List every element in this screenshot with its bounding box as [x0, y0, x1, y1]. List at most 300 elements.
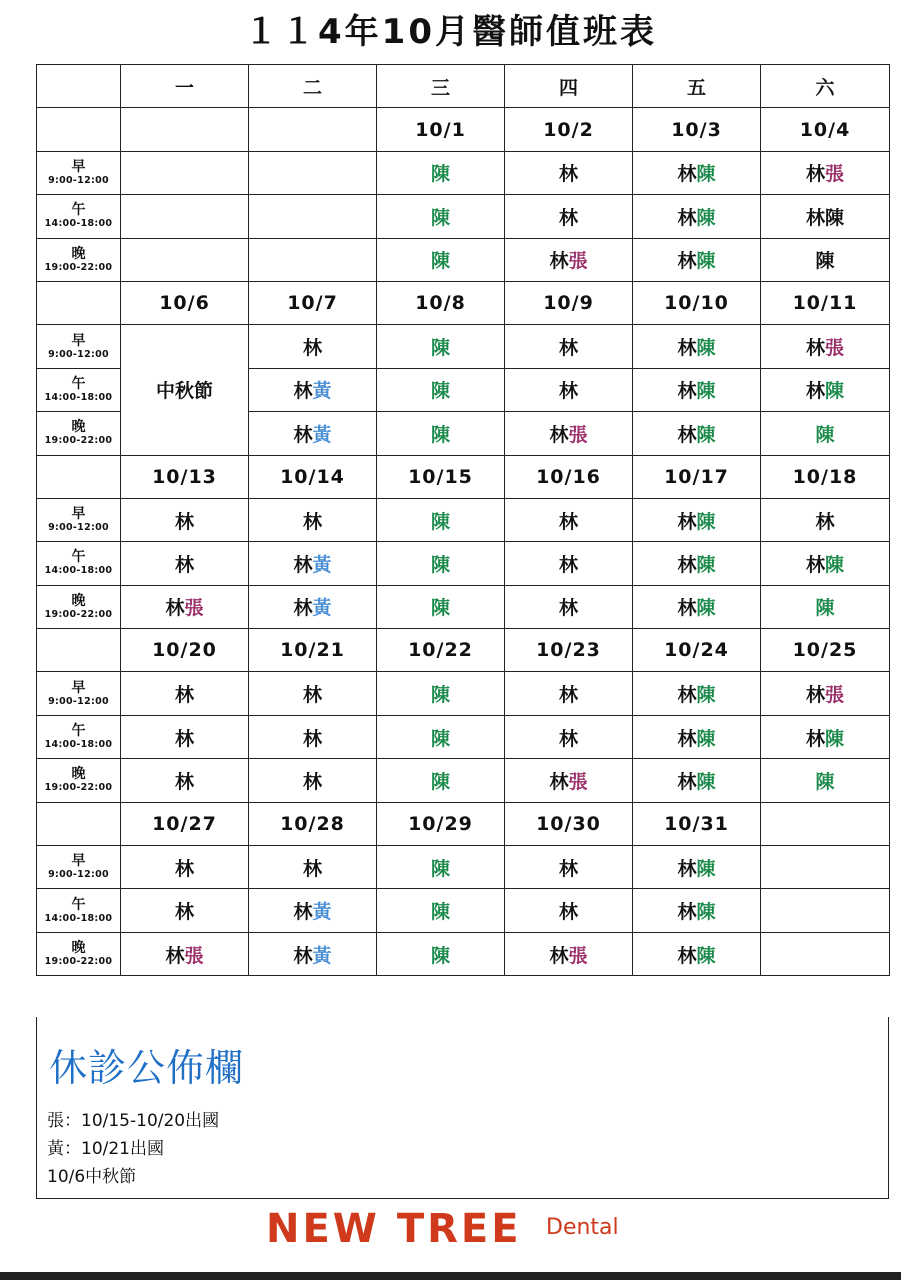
doctor-name: 林 [558, 163, 578, 186]
doctor-name: 林 [558, 597, 578, 620]
shift-row [37, 151, 890, 194]
notice-board [36, 1017, 889, 1199]
doctor-cell [249, 412, 377, 455]
doctor-cell [761, 151, 890, 194]
doctor-name: 陳 [825, 727, 845, 750]
doctor-cell [505, 238, 633, 281]
doctor-name: 陳 [696, 337, 716, 360]
doctor-cell [633, 715, 761, 758]
doctor-cell [121, 238, 249, 281]
doctor-name: 陳 [430, 857, 450, 880]
doctor-cell [249, 542, 377, 585]
doctor-name: 黃 [312, 423, 332, 446]
doctor-name: 陳 [815, 250, 835, 273]
period-label [37, 325, 121, 368]
date-cell: 10/30 [505, 802, 633, 845]
weekday-header: 二 [249, 65, 377, 108]
doctor-name: 陳 [696, 770, 716, 793]
doctor-name: 張 [825, 337, 845, 360]
period-time: 14:00-18:00 [44, 391, 113, 403]
bottom-bar [0, 1272, 901, 1280]
doctor-name: 林 [677, 727, 697, 750]
doctor-cell [633, 238, 761, 281]
doctor-name: 陳 [696, 250, 716, 273]
doctor-name: 陳 [430, 553, 450, 576]
doctor-name: 林 [293, 380, 313, 403]
date-cell: 10/22 [377, 629, 505, 672]
doctor-cell [633, 759, 761, 802]
period-name: 早 [71, 679, 86, 696]
doctor-name: 陳 [430, 597, 450, 620]
date-cell: 10/7 [249, 281, 377, 324]
date-cell: 10/6 [121, 281, 249, 324]
doctor-cell [377, 195, 505, 238]
doctor-cell [121, 542, 249, 585]
doctor-name: 林 [677, 597, 697, 620]
doctor-name: 林 [805, 727, 825, 750]
date-row-label [37, 629, 121, 672]
doctor-cell [249, 889, 377, 932]
doctor-name: 陳 [815, 597, 835, 620]
doctor-cell [249, 238, 377, 281]
doctor-cell [377, 542, 505, 585]
doctor-name: 黃 [312, 901, 332, 924]
period-time: 9:00-12:00 [48, 522, 109, 534]
doctor-cell [505, 759, 633, 802]
doctor-cell [505, 585, 633, 628]
date-cell: 10/29 [377, 802, 505, 845]
shift-row [37, 672, 890, 715]
period-time: 14:00-18:00 [44, 565, 113, 577]
notice-line: 黃：10/21出國 [47, 1139, 164, 1159]
date-cell: 10/31 [633, 802, 761, 845]
doctor-cell [377, 238, 505, 281]
doctor-name: 陳 [430, 944, 450, 967]
date-cell: 10/4 [761, 108, 890, 151]
doctor-cell [249, 715, 377, 758]
doctor-cell [761, 889, 890, 932]
doctor-name: 林 [677, 901, 697, 924]
period-time: 14:00-18:00 [44, 739, 113, 751]
date-cell: 10/20 [121, 629, 249, 672]
period-time: 9:00-12:00 [48, 348, 109, 360]
doctor-cell [121, 759, 249, 802]
doctor-cell [633, 412, 761, 455]
period-label [37, 238, 121, 281]
schedule-table [36, 64, 890, 976]
shift-row [37, 542, 890, 585]
date-row-label [37, 455, 121, 498]
doctor-cell [505, 846, 633, 889]
doctor-name: 林 [805, 337, 825, 360]
weekday-header: 五 [633, 65, 761, 108]
date-row [37, 281, 890, 324]
date-cell: 10/8 [377, 281, 505, 324]
period-name: 晚 [71, 940, 86, 956]
doctor-name: 陳 [696, 944, 716, 967]
date-cell: 10/27 [121, 802, 249, 845]
period-time: 14:00-18:00 [44, 912, 113, 924]
doctor-name: 張 [568, 770, 588, 793]
doctor-name: 陳 [696, 684, 716, 707]
doctor-name: 林陳 [805, 206, 844, 229]
doctor-cell [377, 325, 505, 368]
doctor-cell [505, 889, 633, 932]
date-cell: 10/15 [377, 455, 505, 498]
doctor-name: 陳 [430, 727, 450, 750]
doctor-cell [377, 846, 505, 889]
date-cell: 10/21 [249, 629, 377, 672]
doctor-name: 林 [677, 510, 697, 533]
doctor-cell [505, 498, 633, 541]
date-row [37, 629, 890, 672]
doctor-name: 林 [174, 553, 194, 576]
weekday-header-row [37, 65, 890, 108]
date-row [37, 802, 890, 845]
corner-cell [37, 65, 121, 108]
page-title: １１4年10月醫師值班表 [244, 12, 657, 52]
period-time: 19:00-22:00 [44, 435, 113, 447]
doctor-cell [633, 585, 761, 628]
shift-row [37, 585, 890, 628]
period-name: 午 [71, 549, 86, 566]
doctor-cell [633, 542, 761, 585]
doctor-cell [249, 585, 377, 628]
date-cell: 10/1 [377, 108, 505, 151]
period-label [37, 759, 121, 802]
doctor-cell [249, 368, 377, 411]
doctor-name: 林 [174, 727, 194, 750]
doctor-cell [249, 195, 377, 238]
doctor-name: 張 [568, 423, 588, 446]
shift-row [37, 238, 890, 281]
notice-lines [47, 1107, 219, 1191]
doctor-cell [377, 759, 505, 802]
notice-line: 10/6中秋節 [47, 1167, 137, 1187]
date-row-label [37, 108, 121, 151]
doctor-name: 陳 [430, 337, 450, 360]
doctor-name: 黃 [312, 597, 332, 620]
period-name: 晚 [71, 419, 86, 436]
notice-line: 張：10/15-10/20出國 [47, 1111, 220, 1131]
doctor-cell [633, 195, 761, 238]
shift-row [37, 715, 890, 758]
doctor-cell [505, 932, 633, 975]
doctor-cell [761, 195, 890, 238]
doctor-name: 黃 [312, 553, 332, 576]
doctor-cell [633, 846, 761, 889]
doctor-cell [761, 238, 890, 281]
doctor-name: 林 [805, 163, 825, 186]
doctor-name: 林 [293, 553, 313, 576]
doctor-name: 陳 [696, 901, 716, 924]
doctor-name: 林 [165, 597, 185, 620]
date-cell: 10/17 [633, 455, 761, 498]
doctor-name: 林 [558, 901, 578, 924]
date-cell: 10/3 [633, 108, 761, 151]
period-label [37, 195, 121, 238]
doctor-name: 陳 [430, 423, 450, 446]
date-cell: 10/18 [761, 455, 890, 498]
doctor-name: 林 [677, 380, 697, 403]
doctor-cell [121, 498, 249, 541]
doctor-cell [633, 932, 761, 975]
date-cell: 10/2 [505, 108, 633, 151]
doctor-cell [121, 672, 249, 715]
doctor-cell [377, 368, 505, 411]
brand-subtitle: Dental [546, 1215, 619, 1240]
doctor-name: 林 [677, 684, 697, 707]
doctor-cell [121, 889, 249, 932]
doctor-name: 林 [558, 727, 578, 750]
doctor-cell [249, 498, 377, 541]
doctor-cell [505, 715, 633, 758]
doctor-cell [249, 846, 377, 889]
doctor-name: 陳 [696, 163, 716, 186]
doctor-name: 林 [174, 684, 194, 707]
shift-row [37, 325, 890, 368]
shift-row [37, 932, 890, 975]
doctor-cell [505, 368, 633, 411]
doctor-name: 陳 [696, 727, 716, 750]
date-cell: 10/14 [249, 455, 377, 498]
doctor-cell [249, 151, 377, 194]
period-name: 早 [71, 853, 86, 870]
doctor-name: 陳 [696, 857, 716, 880]
doctor-name: 陳 [430, 163, 450, 186]
doctor-name: 林 [558, 206, 578, 229]
doctor-name: 林 [558, 684, 578, 707]
doctor-name: 林 [174, 857, 194, 880]
period-time: 19:00-22:00 [44, 261, 113, 273]
doctor-name: 林 [677, 770, 697, 793]
period-time: 9:00-12:00 [48, 695, 109, 707]
doctor-cell [633, 672, 761, 715]
date-row-label [37, 281, 121, 324]
doctor-name: 林 [549, 770, 569, 793]
date-cell: 10/28 [249, 802, 377, 845]
doctor-cell [377, 498, 505, 541]
doctor-cell [121, 932, 249, 975]
date-row [37, 455, 890, 498]
period-time: 14:00-18:00 [44, 218, 113, 230]
doctor-cell [505, 412, 633, 455]
doctor-cell [377, 932, 505, 975]
period-time: 19:00-22:00 [44, 956, 113, 967]
date-cell [121, 108, 249, 151]
doctor-cell [505, 325, 633, 368]
doctor-cell [761, 412, 890, 455]
period-name: 晚 [71, 766, 86, 783]
doctor-name: 林 [677, 423, 697, 446]
doctor-cell [505, 195, 633, 238]
doctor-name: 陳 [696, 423, 716, 446]
period-name: 晚 [71, 592, 86, 609]
doctor-cell [633, 368, 761, 411]
weekday-header: 三 [377, 65, 505, 108]
doctor-name: 林 [677, 163, 697, 186]
period-name: 午 [71, 896, 86, 913]
doctor-cell [121, 846, 249, 889]
doctor-name: 林 [302, 727, 322, 750]
period-time: 19:00-22:00 [44, 608, 113, 620]
period-time: 9:00-12:00 [48, 869, 109, 881]
doctor-name: 陳 [696, 510, 716, 533]
doctor-cell [121, 585, 249, 628]
doctor-cell [761, 542, 890, 585]
doctor-name: 林 [677, 337, 697, 360]
shift-row [37, 846, 890, 889]
date-cell: 10/16 [505, 455, 633, 498]
doctor-cell [249, 672, 377, 715]
brand-logo: NEW TREE [266, 1206, 522, 1252]
doctor-name: 林 [549, 250, 569, 273]
doctor-name: 張 [184, 597, 204, 620]
doctor-name: 林 [677, 857, 697, 880]
doctor-name: 張 [825, 163, 845, 186]
doctor-name: 陳 [430, 770, 450, 793]
doctor-name: 林 [677, 206, 697, 229]
doctor-name: 林 [549, 423, 569, 446]
date-cell: 10/9 [505, 281, 633, 324]
doctor-cell [377, 585, 505, 628]
doctor-name: 陳 [696, 380, 716, 403]
doctor-cell [761, 585, 890, 628]
doctor-name: 林 [293, 901, 313, 924]
doctor-name: 林 [558, 857, 578, 880]
period-label [37, 498, 121, 541]
doctor-name: 張 [568, 250, 588, 273]
doctor-cell [761, 672, 890, 715]
shift-row [37, 195, 890, 238]
doctor-name: 張 [568, 944, 588, 967]
period-label [37, 542, 121, 585]
doctor-name: 林 [293, 423, 313, 446]
doctor-cell [249, 932, 377, 975]
doctor-cell [761, 932, 890, 975]
date-cell [249, 108, 377, 151]
doctor-name: 陳 [696, 553, 716, 576]
doctor-name: 林 [805, 553, 825, 576]
doctor-name: 黃 [312, 380, 332, 403]
doctor-name: 林 [165, 944, 185, 967]
doctor-name: 陳 [430, 901, 450, 924]
doctor-name: 林 [174, 770, 194, 793]
doctor-cell [249, 759, 377, 802]
date-cell: 10/13 [121, 455, 249, 498]
date-cell: 10/25 [761, 629, 890, 672]
doctor-cell [505, 542, 633, 585]
doctor-name: 林 [558, 380, 578, 403]
doctor-name: 陳 [430, 510, 450, 533]
doctor-name: 林 [293, 944, 313, 967]
doctor-name: 陳 [696, 206, 716, 229]
doctor-name: 林 [302, 337, 322, 360]
doctor-name: 陳 [430, 206, 450, 229]
doctor-cell [633, 151, 761, 194]
period-name: 午 [71, 202, 86, 219]
doctor-cell [761, 759, 890, 802]
holiday-cell: 中秋節 [121, 325, 249, 455]
notice-title: 休診公佈欄 [49, 1046, 245, 1090]
doctor-name: 林 [174, 510, 194, 533]
period-name: 晚 [71, 245, 86, 262]
weekday-header: 一 [121, 65, 249, 108]
doctor-name: 林 [558, 510, 578, 533]
period-time: 19:00-22:00 [44, 782, 113, 794]
doctor-name: 黃 [312, 944, 332, 967]
weekday-header: 六 [761, 65, 890, 108]
doctor-name: 張 [184, 944, 204, 967]
doctor-cell [121, 195, 249, 238]
doctor-name: 陳 [430, 684, 450, 707]
doctor-name: 林 [174, 901, 194, 924]
period-label [37, 715, 121, 758]
doctor-cell [377, 672, 505, 715]
doctor-cell [633, 889, 761, 932]
doctor-cell [633, 498, 761, 541]
doctor-cell [377, 151, 505, 194]
date-row-label [37, 802, 121, 845]
period-label [37, 412, 121, 455]
doctor-name: 林 [815, 510, 835, 533]
doctor-name: 林 [677, 250, 697, 273]
shift-row [37, 889, 890, 932]
doctor-name: 陳 [696, 597, 716, 620]
doctor-name: 林 [302, 684, 322, 707]
doctor-cell [377, 889, 505, 932]
period-label [37, 932, 121, 975]
doctor-cell [121, 715, 249, 758]
date-cell [761, 802, 890, 845]
doctor-name: 張 [825, 684, 845, 707]
doctor-cell [249, 325, 377, 368]
date-cell: 10/24 [633, 629, 761, 672]
doctor-name: 陳 [825, 553, 845, 576]
doctor-cell [121, 151, 249, 194]
period-name: 早 [71, 506, 86, 523]
shift-row [37, 498, 890, 541]
weekday-header: 四 [505, 65, 633, 108]
period-label [37, 151, 121, 194]
doctor-cell [633, 325, 761, 368]
date-cell: 10/11 [761, 281, 890, 324]
doctor-name: 林 [549, 944, 569, 967]
shift-row [37, 759, 890, 802]
doctor-name: 陳 [430, 250, 450, 273]
doctor-cell [505, 672, 633, 715]
doctor-cell [377, 412, 505, 455]
doctor-name: 陳 [825, 380, 845, 403]
doctor-cell [761, 846, 890, 889]
period-name: 早 [71, 332, 86, 349]
doctor-name: 林 [302, 857, 322, 880]
doctor-name: 林 [558, 553, 578, 576]
doctor-cell [505, 151, 633, 194]
doctor-cell [761, 368, 890, 411]
doctor-name: 林 [302, 510, 322, 533]
doctor-name: 林 [805, 380, 825, 403]
period-label [37, 368, 121, 411]
date-cell: 10/10 [633, 281, 761, 324]
doctor-name: 林 [805, 684, 825, 707]
period-label [37, 889, 121, 932]
period-name: 午 [71, 375, 86, 392]
doctor-name: 陳 [815, 423, 835, 446]
period-name: 午 [71, 723, 86, 740]
doctor-cell [761, 498, 890, 541]
doctor-name: 林 [558, 337, 578, 360]
